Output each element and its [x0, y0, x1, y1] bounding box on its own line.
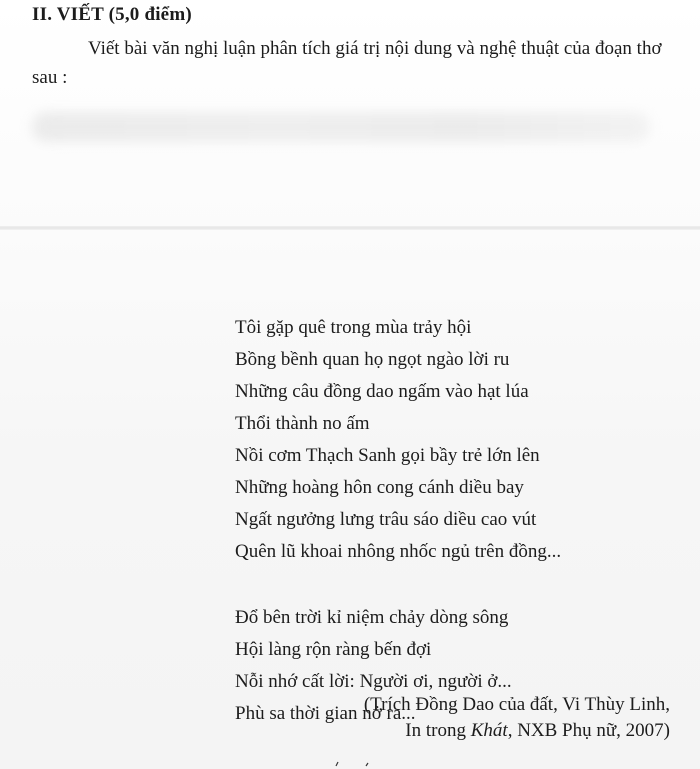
poem-line: Những hoàng hôn cong cánh diều bay: [235, 477, 524, 498]
poem-line: Phù sa thời gian nở ra...: [235, 703, 416, 724]
citation-prefix: In trong: [405, 720, 471, 741]
citation-book-title: Khát: [470, 720, 508, 741]
scan-divider: [0, 226, 700, 230]
scan-artifact: [330, 757, 390, 767]
section-heading: II. VIẾT (5,0 điểm): [32, 4, 192, 25]
poem-line: Hội làng rộn ràng bến đợi: [235, 639, 432, 660]
poem-line: Quên lũ khoai nhông nhốc ngủ trên đồng...: [235, 541, 562, 562]
stanza-break: [235, 568, 561, 602]
poem-line: Thổi thành no ấm: [235, 413, 370, 434]
poem-line: Nỗi nhớ cất lời: Người ơi, người ở...: [235, 671, 512, 692]
poem-citation: [364, 692, 670, 744]
poem-line: Nồi cơm Thạch Sanh gọi bầy trẻ lớn lên: [235, 445, 540, 466]
citation-line-1: (Trích Đồng Dao của đất, Vi Thùy Linh,: [363, 694, 670, 715]
citation-line-2: [364, 718, 670, 744]
poem-line: Đổ bên trời kỉ niệm chảy dòng sông: [235, 607, 509, 628]
poem: [235, 312, 561, 730]
citation-suffix: , NXB Phụ nữ, 2007): [507, 720, 670, 741]
blurred-redacted-line: [32, 112, 650, 142]
poem-line: Tôi gặp quê trong mùa trảy hội: [235, 317, 472, 338]
poem-line: Những câu đồng dao ngấm vào hạt lúa: [235, 381, 529, 402]
poem-line: Ngất ngưởng lưng trâu sáo diều cao vút: [235, 509, 537, 530]
writing-prompt: Viết bài văn nghị luận phân tích giá trị nội dung và nghệ thuật của đoạn thơ sau :: [32, 38, 662, 88]
poem-line: Bồng bềnh quan họ ngọt ngào lời ru: [235, 349, 510, 370]
